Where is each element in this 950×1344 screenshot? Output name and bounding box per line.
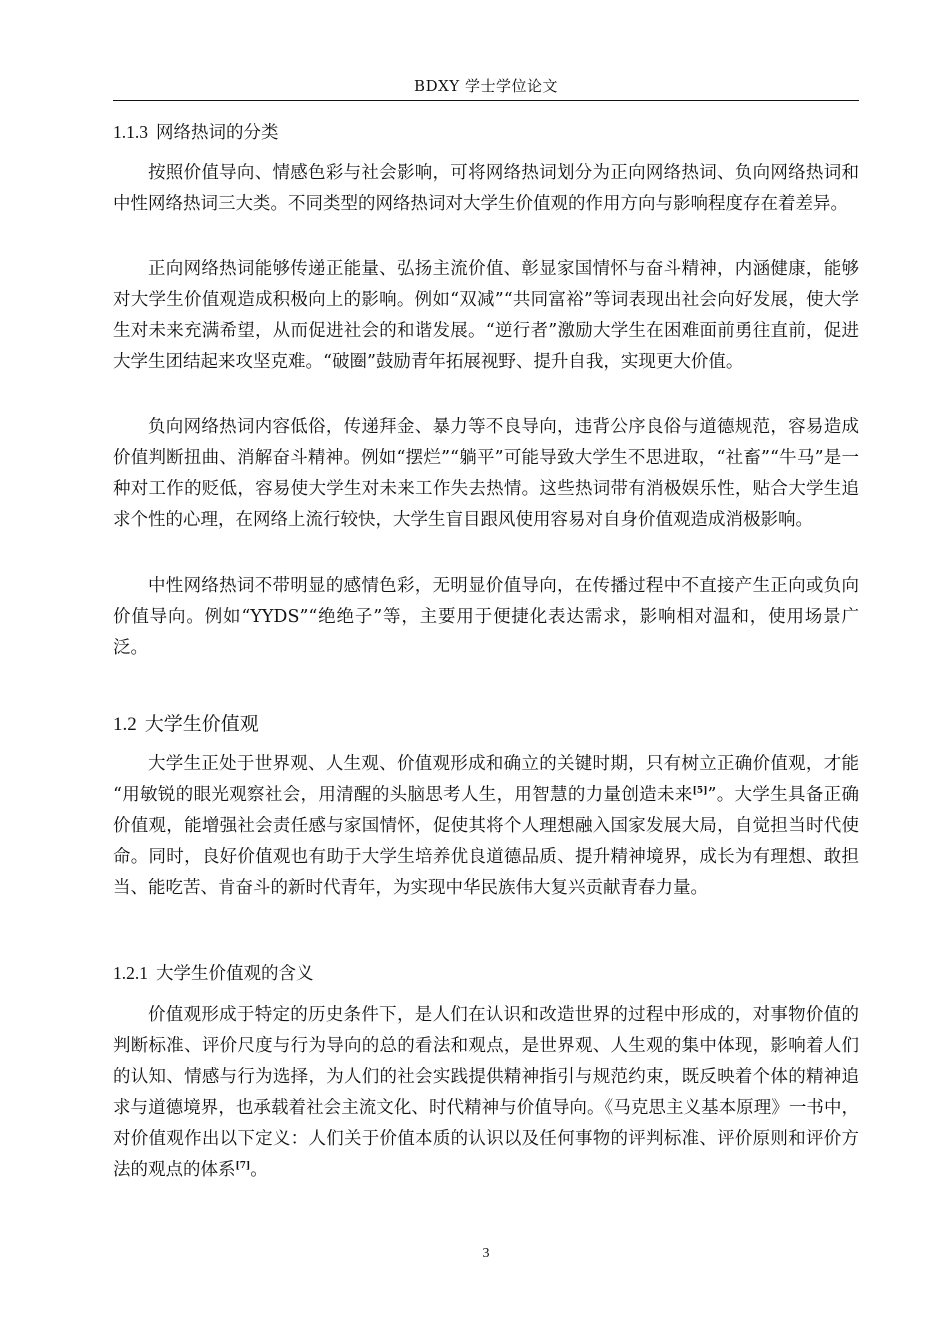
paragraph-text: 。 (250, 1160, 268, 1180)
paragraph-text: 大学生正处于世界观、人生观、价值观形成和确立的关键时期，只有树立正确价值观，才能 “用敏锐的眼光观察社会，用清醒的头脑思考人生，用智慧的力量创造未来 (113, 754, 859, 805)
paragraph: 按照价值导向、情感色彩与社会影响，可将网络热词划分为正向网络热词、负向网络热词和中性网络热词三大类。不同类型的网络热词对大学生价值观的作用方向与影响程度存在着差异。 (113, 163, 859, 214)
paragraph: 正向网络热词能够传递正能量、弘扬主流价值、彰显家国情怀与奋斗精神，内涵健康，能够对大学生价值观造成积极向上的影响。例如“双减”“共同富裕”等词表现出社会向好发展，使大学生对未来充满希望，从而促进社会的和谐发展。“逆行者”激励大学生在困难面前勇往直前，促进大学生团结起来攻坚克难。“破圈”鼓励青年拓展视野、提升自我，实现更大价值。 (113, 259, 859, 372)
section-number: 1.1.3 (113, 122, 148, 142)
section-heading-1-1-3 (113, 120, 279, 145)
paragraph: 负向网络热词内容低俗，传递拜金、暴力等不良导向，违背公序良俗与道德规范，容易造成价值判断扭曲、消解奋斗精神。例如“摆烂”“躺平”可能导致大学生不思进取，“社畜”“牛马”是一种对工作的贬低，容易使大学生对未来工作失去热情。这些热词带有消极娱乐性，贴合大学生追求个性的心理，在网络上流行较快，大学生盲目跟风使用容易对自身价值观造成消极影响。 (113, 417, 859, 530)
section-title: 大学生价值观 (144, 713, 259, 735)
paragraph-text: ”。大学生具备正确价值观，能增强社会责任感与家国情怀，促使其将个人理想融入国家发展大局，自觉担当时代使命。同时，良好价值观也有助于大学生培养优良道德品质、提升精神境界，成长为有理想、敢担当、能吃苦、肯奋斗的新时代青年，为实现中华民族伟大复兴贡献青春力量。 (113, 785, 859, 898)
section-title: 大学生价值观的含义 (156, 964, 314, 984)
page-number: 3 (482, 1246, 490, 1261)
paragraph: 中性网络热词不带明显的感情色彩，无明显价值导向，在传播过程中不直接产生正向或负向价值导向。例如“YYDS”“绝绝子”等，主要用于便捷化表达需求，影响相对温和，使用场景广泛。 (113, 576, 859, 658)
section-heading-1-2 (113, 711, 259, 738)
header-rule (113, 100, 859, 101)
citation-ref: [5] (692, 786, 708, 797)
running-header: BDXY 学士学位论文 (414, 77, 558, 95)
section-number: 1.2.1 (113, 963, 148, 983)
paragraph-text: 价值观形成于特定的历史条件下，是人们在认识和改造世界的过程中形成的，对事物价值的判断标准、评价尺度与行为导向的总的看法和观点，是世界观、人生观的集中体现，影响着人们的认知、情感与行为选择，为人们的社会实践提供精神指引与规范约束，既反映着个体的精神追求与道德境界，也承载着社会主流文化、时代精神与价值导向。《马克思主义基本原理》一书中，对价值观作出以下定义：人们关于价值本质的认识以及任何事物的评判标准、评价原则和评价方法的观点的体系 (113, 1005, 859, 1180)
paragraph (113, 1000, 859, 1186)
section-title: 网络热词的分类 (156, 123, 279, 143)
citation-ref: [7] (235, 1161, 251, 1172)
paragraph (113, 749, 859, 904)
section-number: 1.2 (113, 714, 137, 735)
section-heading-1-2-1 (113, 961, 314, 986)
